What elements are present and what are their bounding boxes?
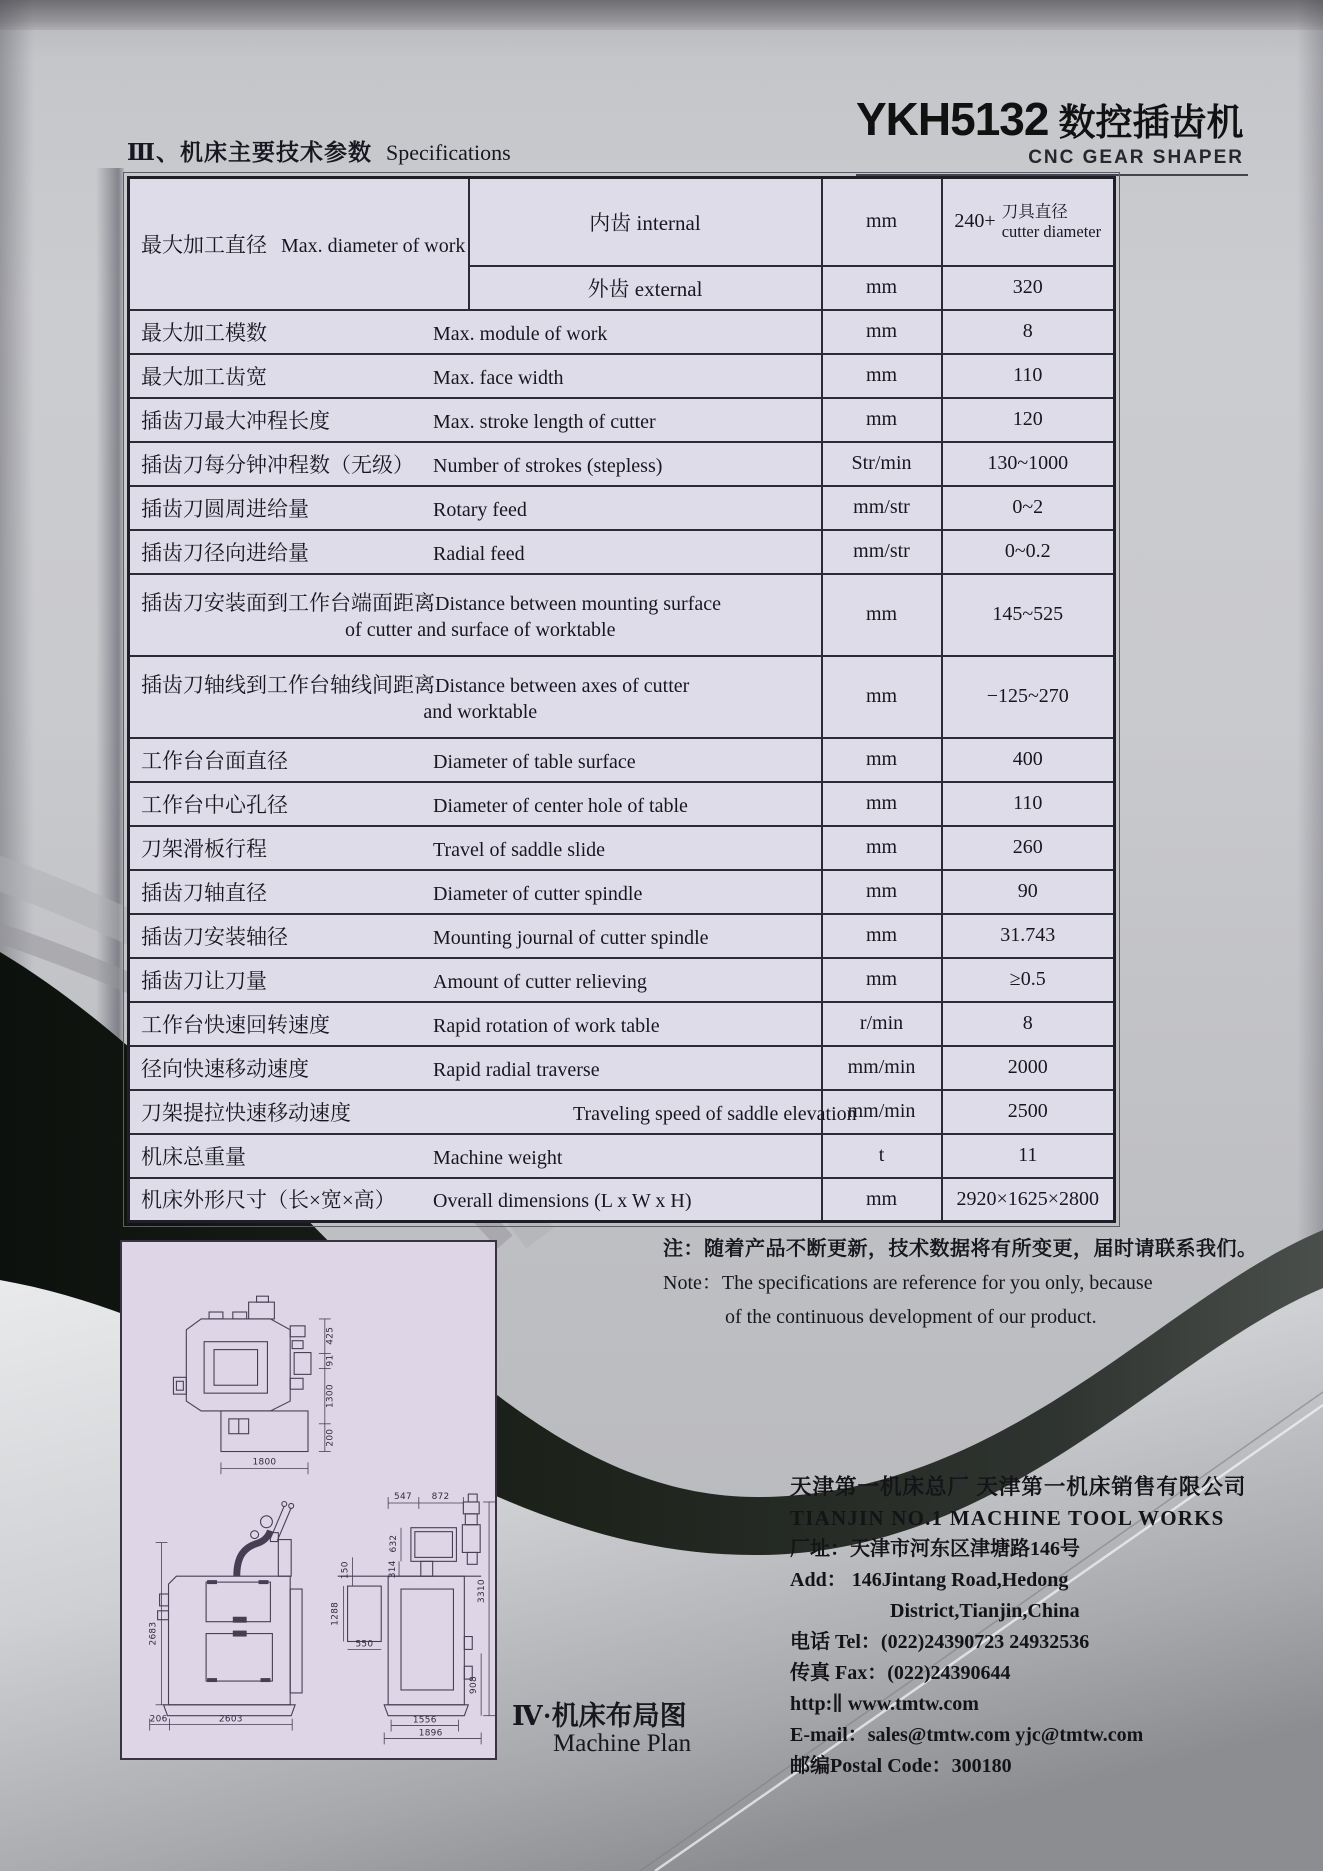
spec-table: [127, 176, 1116, 1223]
param-name-zh: 刀架提拉快速移动速度: [141, 1100, 351, 1125]
company-line: Add： 146Jintang Road,Hedong: [790, 1569, 1069, 1591]
unit-cell: mm: [822, 398, 942, 442]
company-line: 传真 Fax：(022)24390644: [790, 1662, 1011, 1684]
param-name-en: Diameter of table surface: [433, 750, 636, 773]
spec-row: [129, 656, 1115, 738]
param-cell: [129, 442, 822, 486]
param-name-zh: 径向快速移动速度: [141, 1056, 309, 1081]
machine-plan-panel: [120, 1240, 497, 1760]
note-en2: of the continuous development of our product.: [725, 1306, 1097, 1328]
unit-cell: mm: [822, 738, 942, 782]
param-name-zh: 工作台快速回转速度: [141, 1012, 330, 1037]
param-cell: [129, 870, 822, 914]
unit-cell: mm: [822, 1178, 942, 1222]
company-info: [790, 1472, 1260, 1782]
param-name-zh: 最大加工模数: [141, 320, 267, 345]
dimension-label: 872: [431, 1492, 450, 1503]
param-cell: [129, 1090, 857, 1134]
param-cell: [129, 486, 822, 530]
param-name-zh: 插齿刀径向进给量: [141, 540, 309, 565]
spec-row: [129, 310, 1115, 354]
section-title-zh: Ⅲ、机床主要技术参数: [127, 140, 373, 165]
company-line: E-mail：sales@tmtw.com yjc@tmtw.com: [790, 1724, 1144, 1746]
param-name-zh: 插齿刀安装面到工作台端面距离: [141, 591, 435, 615]
param-line: [141, 921, 820, 951]
param-line: [141, 1184, 820, 1214]
unit-cell: mm/min: [822, 1046, 942, 1090]
param-name-en2: of cutter and surface of worktable: [345, 619, 616, 641]
unit-cell: r/min: [822, 1002, 942, 1046]
company-line: 厂址：天津市河东区津塘路146号: [790, 1538, 1080, 1560]
param-name-en: Diameter of cutter spindle: [433, 882, 643, 905]
spec-row: [129, 782, 1115, 826]
unit-cell: mm: [822, 656, 942, 738]
spec-row: [129, 738, 1115, 782]
value-cell: 2000: [942, 1046, 1115, 1090]
unit-cell: t: [822, 1134, 942, 1178]
param-line: [141, 1009, 820, 1039]
param-name-en: Machine weight: [433, 1146, 563, 1169]
unit-cell: mm/str: [822, 530, 942, 574]
param-line: [141, 1053, 820, 1083]
param-line: [141, 877, 820, 907]
value-cell: 11: [942, 1134, 1115, 1178]
company-line: http:∥ www.tmtw.com: [790, 1693, 979, 1715]
param-name-zh: 机床总重量: [141, 1144, 246, 1169]
value-cell: 130~1000: [942, 442, 1115, 486]
company-line: 邮编Postal Code：300180: [790, 1755, 1012, 1777]
spec-row: [129, 486, 1115, 530]
param-line: [141, 361, 820, 391]
dimension-label: 2683: [148, 1621, 159, 1646]
param-name-zh: 工作台中心孔径: [141, 792, 288, 817]
dimension-label: 314: [388, 1560, 399, 1579]
value-cell: 260: [942, 826, 1115, 870]
note: [663, 1232, 1258, 1334]
param-name-zh: 插齿刀让刀量: [141, 968, 267, 993]
param-name-en: Max. diameter of work: [281, 234, 466, 257]
unit-cell: mm: [822, 266, 942, 310]
param-cell: [129, 530, 822, 574]
param-name-zh: 最大加工齿宽: [141, 364, 267, 389]
unit-cell: Str/min: [822, 442, 942, 486]
param-name-en: Overall dimensions (L x W x H): [433, 1190, 692, 1213]
dimension-label: 908: [469, 1676, 480, 1694]
value-cell: 8: [942, 1002, 1115, 1046]
param-cell: [129, 1134, 822, 1178]
param-name-zh: 最大加工直径: [141, 232, 267, 257]
spec-row: [129, 574, 1115, 656]
param-line: [141, 1141, 820, 1171]
value-prefix: 240+: [954, 210, 996, 233]
dimension-label: 2603: [218, 1714, 243, 1725]
value-cell: 0~2: [942, 486, 1115, 530]
param-name-en: Number of strokes (stepless): [433, 454, 663, 477]
value-zh: 刀具直径: [1001, 201, 1068, 221]
param-line: [141, 965, 820, 995]
param-name-en: Amount of cutter relieving: [433, 970, 647, 993]
param-name-en: Traveling speed of saddle elevation: [573, 1102, 857, 1125]
param-name-zh: 插齿刀最大冲程长度: [141, 408, 330, 433]
spec-row: [129, 354, 1115, 398]
spec-row: [129, 1090, 1115, 1134]
param-cell: [129, 738, 822, 782]
value-cell: 320: [942, 266, 1115, 310]
model-number: YKH5132: [856, 93, 1049, 145]
param-cell: [129, 1178, 822, 1222]
param-cell: [129, 354, 822, 398]
value-cell: 120: [942, 398, 1115, 442]
dimension-label: 3310: [477, 1579, 488, 1603]
param-name-zh: 插齿刀安装轴径: [141, 924, 288, 949]
unit-cell: mm: [822, 354, 942, 398]
value-cell: 8: [942, 310, 1115, 354]
dimension-label: 1556: [412, 1715, 437, 1726]
unit-cell: mm: [822, 870, 942, 914]
unit-cell: mm: [822, 782, 942, 826]
param-cell: [129, 1002, 822, 1046]
dimension-label: 425: [325, 1326, 336, 1345]
internal-value: [944, 202, 1113, 242]
param-line: [141, 789, 820, 819]
spec-row: [129, 870, 1115, 914]
unit-cell: mm: [822, 826, 942, 870]
spec-row: [129, 442, 1115, 486]
spec-row: [129, 398, 1115, 442]
param-name-en: Diameter of center hole of table: [433, 794, 688, 817]
param-name-en: Rapid radial traverse: [433, 1058, 600, 1081]
dimension-label: 200: [325, 1428, 336, 1447]
value-cell: [942, 178, 1115, 266]
param-line: [141, 587, 820, 617]
model-line: [856, 92, 1248, 146]
param-name-zh: 插齿刀每分钟冲程数（无级）: [141, 452, 414, 477]
param-name-zh: 插齿刀轴线到工作台轴线间距离: [141, 673, 435, 697]
param-name-en: Max. module of work: [433, 322, 608, 345]
value-cell: 110: [942, 354, 1115, 398]
front-view-drawing: [149, 1501, 302, 1730]
spec-row: [129, 826, 1115, 870]
section-title-en: Specifications: [386, 140, 511, 165]
param-line: [141, 405, 820, 435]
spec-row-max-diameter-internal: [129, 178, 1115, 266]
dimension-label: 550: [355, 1639, 374, 1650]
dimension-label: 1896: [418, 1728, 443, 1739]
param-cell: [129, 958, 822, 1002]
param-line: [141, 745, 820, 775]
unit-cell: mm: [822, 914, 942, 958]
value-cell: 2920×1625×2800: [942, 1178, 1115, 1222]
param-name-en: Distance between mounting surface: [435, 593, 722, 615]
param-name-en: Max. face width: [433, 366, 564, 389]
param-name-zh: 插齿刀圆周进给量: [141, 496, 309, 521]
product-header: [856, 92, 1248, 176]
unit-cell: mm/min: [822, 1090, 942, 1134]
param-line: [141, 833, 820, 863]
param-cell: [129, 398, 822, 442]
spec-row: [129, 530, 1115, 574]
machine-plan-caption-en: Machine Plan: [553, 1730, 692, 1757]
unit-cell: mm: [822, 574, 942, 656]
company-line: 电话 Tel：(022)24390723 24932536: [790, 1631, 1090, 1653]
section-drawing: [331, 1557, 388, 1649]
spec-row: [129, 1134, 1115, 1178]
param-line: [141, 317, 820, 347]
param-name-en: Rotary feed: [433, 498, 527, 521]
param-name-en: Radial feed: [433, 542, 525, 565]
model-name-zh: 数控插齿机: [1058, 102, 1244, 143]
unit-cell: mm/str: [822, 486, 942, 530]
dimension-label: 1800: [252, 1457, 277, 1468]
value-cell: 145~525: [942, 574, 1115, 656]
spec-row: [129, 1046, 1115, 1090]
subrow-internal-label: 内齿 internal: [469, 178, 822, 266]
param-name-en: Rapid rotation of work table: [433, 1014, 660, 1037]
dimension-label: 1288: [330, 1601, 341, 1626]
param-name-zh: 工作台台面直径: [141, 748, 288, 773]
company-line: 天津第一机床总厂 天津第一机床销售有限公司: [790, 1475, 1247, 1499]
spec-row: [129, 958, 1115, 1002]
unit-cell: mm: [822, 310, 942, 354]
param-cell: [129, 574, 822, 656]
param-cell: [129, 826, 822, 870]
param-name-en: Distance between axes of cutter: [435, 675, 690, 697]
machine-plan-caption-zh: Ⅳ·机床布局图: [512, 1701, 687, 1731]
spec-row: [129, 914, 1115, 958]
value-stack: [1002, 202, 1101, 242]
param-name-en: Max. stroke length of cutter: [433, 410, 656, 433]
param-cell: [129, 310, 822, 354]
dimension-label: 91: [325, 1354, 336, 1367]
unit-cell: mm: [822, 178, 942, 266]
value-cell: 2500: [942, 1090, 1115, 1134]
param-cell: [129, 914, 822, 958]
company-line: TIANJIN NO.1 MACHINE TOOL WORKS: [790, 1506, 1225, 1530]
param-name-en2: and worktable: [423, 701, 538, 723]
value-cell: −125~270: [942, 656, 1115, 738]
value-en: cutter diameter: [1001, 221, 1102, 241]
param-max-diameter: [129, 178, 469, 310]
param-line: [141, 669, 820, 699]
param-line: [141, 449, 820, 479]
param-name-zh: 插齿刀轴直径: [141, 880, 267, 905]
param-name-en: Travel of saddle slide: [433, 838, 606, 861]
value-cell: 400: [942, 738, 1115, 782]
unit-cell: mm: [822, 958, 942, 1002]
param-name-zh: 机床外形尺寸（长×宽×高）: [141, 1188, 396, 1213]
value-cell: 31.743: [942, 914, 1115, 958]
dimension-label: 1300: [325, 1384, 336, 1409]
value-cell: ≥0.5: [942, 958, 1115, 1002]
dimension-label: 632: [389, 1534, 400, 1553]
spec-row: [129, 1178, 1115, 1222]
param-line: [141, 493, 820, 523]
spec-row: [129, 1002, 1115, 1046]
note-zh: 注：随着产品不断更新，技术数据将有所变更，届时请联系我们。: [663, 1238, 1258, 1260]
machine-plan-drawing: [122, 1242, 495, 1758]
param-cell: [129, 1046, 822, 1090]
param-name-zh: 刀架滑板行程: [141, 836, 267, 861]
note-en1: Note：The specifications are reference for you only, because: [663, 1272, 1153, 1294]
model-name-en: CNC GEAR SHAPER: [1028, 147, 1244, 168]
param-cell: [129, 782, 822, 826]
value-cell: 0~0.2: [942, 530, 1115, 574]
value-cell: 90: [942, 870, 1115, 914]
top-view-drawing: [173, 1296, 335, 1474]
section-title: [127, 134, 511, 167]
param-line: [141, 537, 820, 567]
value-cell: 110: [942, 782, 1115, 826]
dimension-label: 150: [340, 1561, 351, 1580]
dimension-label: 547: [394, 1492, 412, 1503]
company-line: District,Tianjin,China: [890, 1600, 1080, 1622]
dimension-label: 206: [149, 1714, 168, 1725]
param-cell: [129, 656, 822, 738]
side-view-drawing: [384, 1492, 495, 1744]
subrow-external-label: 外齿 external: [469, 266, 822, 310]
param-name-en: Mounting journal of cutter spindle: [433, 926, 709, 949]
param-line: [141, 1097, 857, 1127]
